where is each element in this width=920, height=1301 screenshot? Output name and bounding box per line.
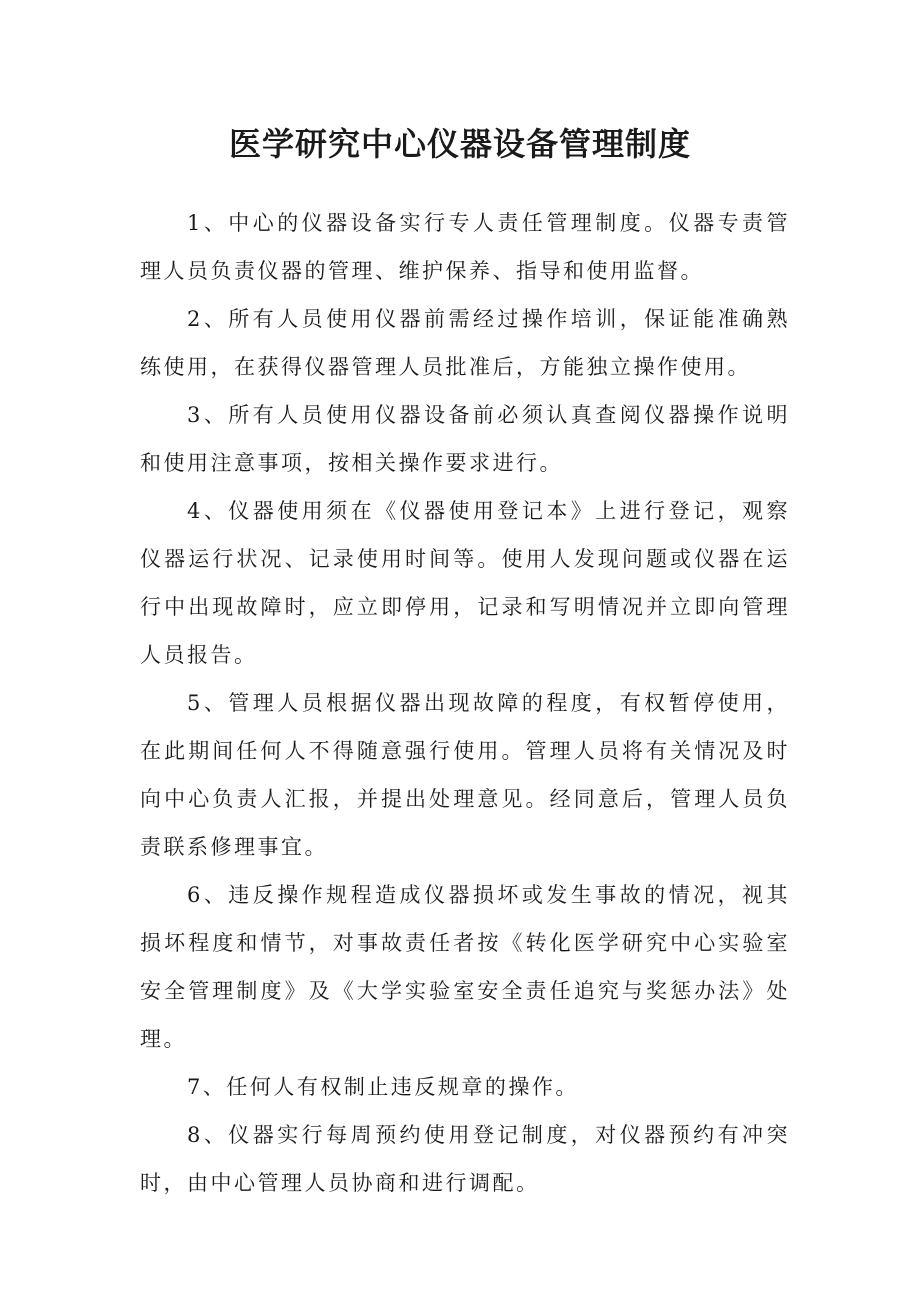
- paragraph-6: 6、违反操作规程造成仪器损坏或发生事故的情况，视其损坏程度和情节，对事故责任者按《转化医学研究中心实验室安全管理制度》及《大学实验室安全责任追究与奖惩办法》处理。: [140, 883, 790, 1051]
- paragraph-3: 3、所有人员使用仪器设备前必须认真查阅仪器操作说明和使用注意事项，按相关操作要求进行。: [140, 403, 790, 475]
- paragraph-8: 8、仪器实行每周预约使用登记制度，对仪器预约有冲突时，由中心管理人员协商和进行调配。: [140, 1123, 790, 1195]
- paragraph-4: 4、仪器使用须在《仪器使用登记本》上进行登记，观察仪器运行状况、记录使用时间等。使用人发现问题或仪器在运行中出现故障时，应立即停用，记录和写明情况并立即向管理人员报告。: [140, 499, 790, 667]
- paragraph-5: 5、管理人员根据仪器出现故障的程度，有权暂停使用，在此期间任何人不得随意强行使用。管理人员将有关情况及时向中心负责人汇报，并提出处理意见。经同意后，管理人员负责联系修理事宜。: [140, 691, 790, 859]
- document-title: 医学研究中心仪器设备管理制度: [228, 125, 691, 163]
- paragraph-1: 1、中心的仪器设备实行专人责任管理制度。仪器专责管理人员负责仪器的管理、维护保养、指导和使用监督。: [140, 211, 790, 283]
- paragraph-7: 7、任何人有权制止违反规章的操作。: [187, 1075, 579, 1099]
- paragraph-2: 2、所有人员使用仪器前需经过操作培训，保证能准确熟练使用，在获得仪器管理人员批准后，方能独立操作使用。: [140, 307, 790, 379]
- document-body: [140, 199, 790, 1207]
